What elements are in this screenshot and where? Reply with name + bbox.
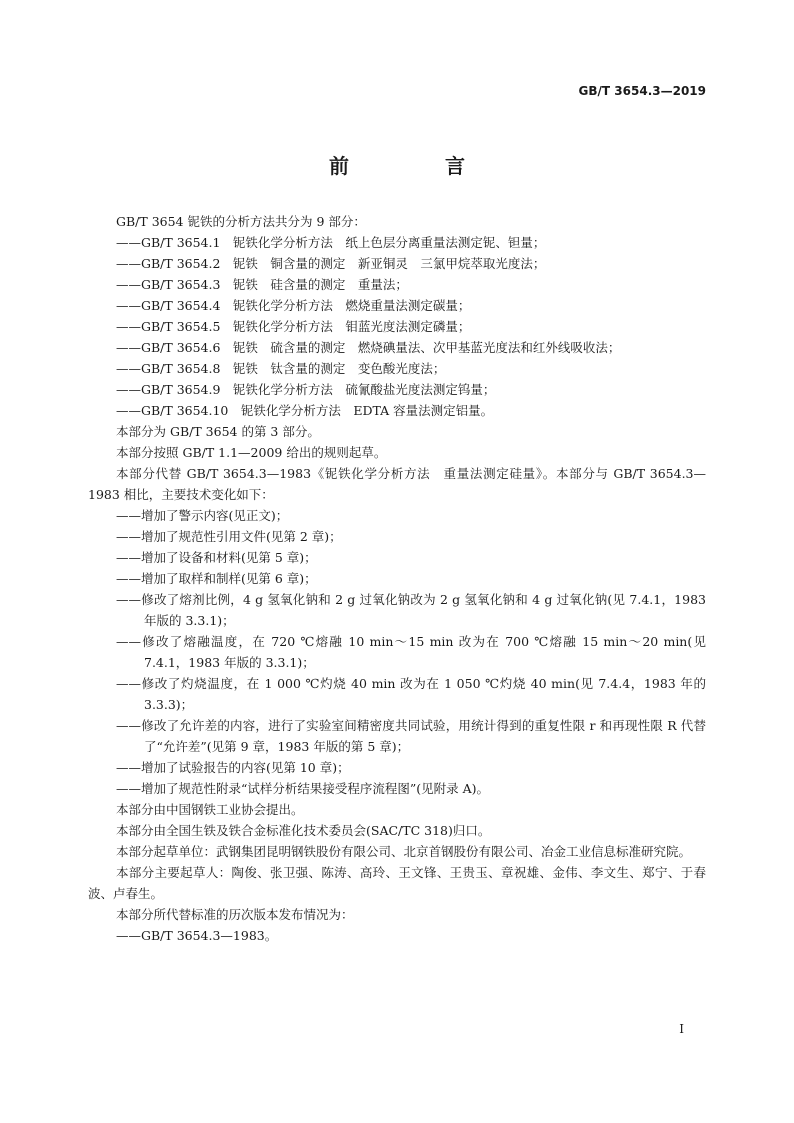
list-item: ——修改了允许差的内容，进行了实验室间精密度共同试验，用统计得到的重复性限 r 和再现性限 R 代替了“允许差”(见第 9 章，1983 年版的第 5 章)；	[116, 718, 706, 754]
list-item: ——GB/T 3654.3—1983。	[116, 928, 278, 943]
list-item: ——GB/T 3654.8 铌铁 钛含量的测定 变色酸光度法；	[116, 361, 446, 376]
paragraph: 本部分主要起草人：陶俊、张卫强、陈涛、高玲、王文锋、王贵玉、章祝雄、金伟、李文生、郑宁、于春波、卢春生。	[88, 865, 706, 901]
list-item: ——增加了规范性附录“试样分析结果接受程序流程图”(见附录 A)。	[116, 781, 490, 796]
body-text	[88, 211, 706, 946]
paragraph: 本部分所代替标准的历次版本发布情况为：	[116, 907, 354, 922]
paragraph: 本部分代替 GB/T 3654.3—1983《铌铁化学分析方法 重量法测定硅量》。本部分与 GB/T 3654.3—1983 相比，主要技术变化如下：	[88, 466, 706, 502]
list-item: ——修改了熔融温度，在 720 ℃熔融 10 min～15 min 改为在 700 ℃熔融 15 min～20 min(见7.4.1，1983 年版的 3.3.1)；	[116, 634, 706, 670]
paragraph: 本部分起草单位：武钢集团昆明钢铁股份有限公司、北京首钢股份有限公司、冶金工业信息标准研究院。	[116, 844, 692, 859]
paragraph: 本部分为 GB/T 3654 的第 3 部分。	[116, 424, 320, 439]
paragraph: 本部分由全国生铁及铁合金标准化技术委员会(SAC/TC 318)归口。	[116, 823, 491, 838]
paragraph: GB/T 3654 铌铁的分析方法共分为 9 部分：	[116, 214, 366, 229]
list-item: ——增加了警示内容(见正文)；	[116, 508, 289, 523]
list-item: ——GB/T 3654.4 铌铁化学分析方法 燃烧重量法测定碳量；	[116, 298, 471, 313]
list-item: ——修改了灼烧温度，在 1 000 ℃灼烧 40 min 改为在 1 050 ℃灼烧 40 min(见 7.4.4，1983 年的 3.3.3)；	[116, 676, 706, 712]
list-item: ——修改了熔剂比例，4 g 氢氧化钠和 2 g 过氧化钠改为 2 g 氢氧化钠和 4 g 过氧化钠(见 7.4.1，1983 年版的 3.3.1)；	[116, 592, 706, 628]
page-title: 前 言	[329, 154, 503, 178]
list-item: ——GB/T 3654.10 铌铁化学分析方法 EDTA 容量法测定铝量。	[116, 403, 494, 418]
list-item: ——增加了规范性引用文件(见第 2 章)；	[116, 529, 342, 544]
page-number: I	[679, 1022, 684, 1036]
document-code: GB/T 3654.3—2019	[578, 84, 706, 98]
list-item: ——增加了试验报告的内容(见第 10 章)；	[116, 760, 350, 775]
list-item: ——GB/T 3654.2 铌铁 铜含量的测定 新亚铜灵 三氯甲烷萃取光度法；	[116, 256, 546, 271]
list-item: ——GB/T 3654.5 铌铁化学分析方法 钼蓝光度法测定磷量；	[116, 319, 471, 334]
list-item: ——GB/T 3654.9 铌铁化学分析方法 硫氰酸盐光度法测定钨量；	[116, 382, 496, 397]
paragraph: 本部分由中国钢铁工业协会提出。	[116, 802, 304, 817]
paragraph: 本部分按照 GB/T 1.1—2009 给出的规则起草。	[116, 445, 387, 460]
list-item: ——增加了取样和制样(见第 6 章)；	[116, 571, 317, 586]
list-item: ——增加了设备和材料(见第 5 章)；	[116, 550, 317, 565]
list-item: ——GB/T 3654.1 铌铁化学分析方法 纸上色层分离重量法测定铌、钽量；	[116, 235, 546, 250]
list-item: ——GB/T 3654.6 铌铁 硫含量的测定 燃烧碘量法、次甲基蓝光度法和红外线吸收法；	[116, 340, 621, 355]
list-item: ——GB/T 3654.3 铌铁 硅含量的测定 重量法；	[116, 277, 408, 292]
